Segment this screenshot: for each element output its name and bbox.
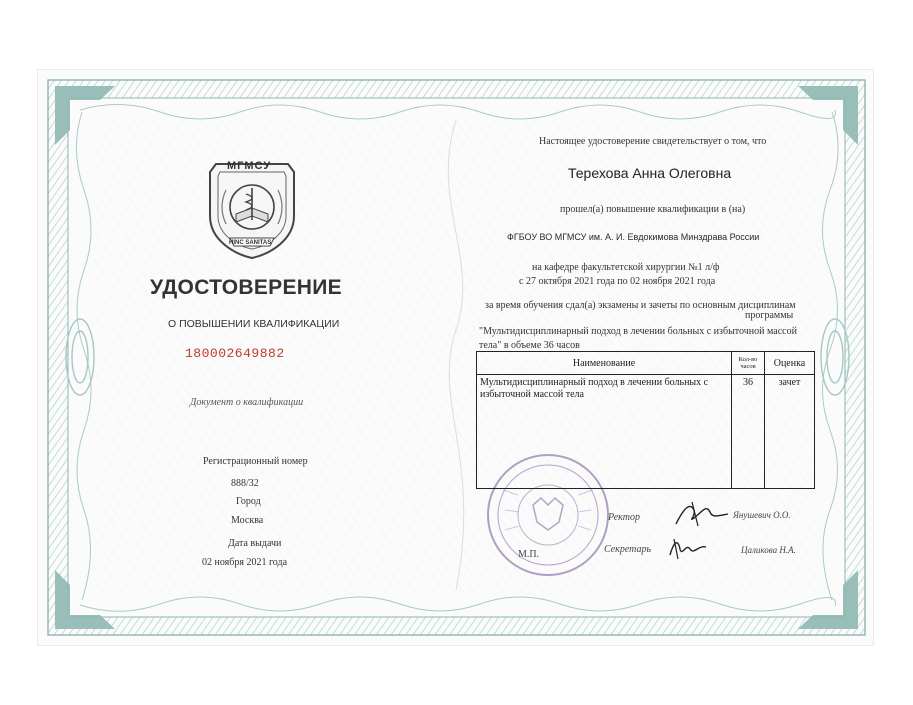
issue-date: 02 ноября 2021 года: [202, 557, 288, 568]
secretary-label: Секретарь: [604, 544, 652, 555]
holder-name: Терехова Анна Олеговна: [568, 165, 732, 181]
program-line-2: тела" в объеме 36 часов: [479, 340, 580, 351]
column-header-name: Наименование: [477, 352, 732, 375]
serial-number: 180002649882: [185, 346, 285, 361]
certificate-title: УДОСТОВЕРЕНИЕ: [150, 276, 342, 299]
emblem-bottom-text: HINC SANITAS: [229, 240, 272, 246]
exams-line-2: программы: [745, 310, 794, 321]
organization: ФГБОУ ВО МГМСУ им. А. И. Евдокимова Минздрава России: [507, 232, 760, 242]
rector-label: Ректор: [608, 512, 640, 523]
emblem-top-text: МГМСУ: [227, 160, 272, 172]
department: на кафедре факультетской хирургии №1 л/ф: [532, 262, 720, 273]
hours-cell: 36: [732, 375, 765, 489]
discipline-name-line-1: Мультидисциплинарный подход в лечении больных с: [480, 377, 709, 388]
intro-text: Настоящее удостоверение свидетельствует о том, что: [539, 136, 767, 147]
city-value: Москва: [231, 515, 264, 526]
grades-table: [476, 351, 815, 489]
hours-header-line-2: часов: [740, 363, 756, 370]
column-header-grade: Оценка: [765, 352, 815, 375]
secretary-name: Цаликова Н.А.: [741, 545, 796, 555]
table-header-row: [477, 352, 815, 375]
table-row: [477, 375, 815, 489]
column-header-hours: [732, 352, 765, 375]
rector-signature: [672, 498, 732, 530]
passed-text: прошел(а) повышение квалификации в (на): [560, 204, 746, 215]
grade-cell: зачет: [765, 375, 815, 489]
rector-name: Янушевич О.О.: [733, 510, 791, 520]
program-line-1: "Мультидисциплинарный подход в лечении больных с избыточной массой: [479, 326, 797, 337]
secretary-signature: [666, 535, 710, 561]
exams-line-1: за время обучения сдал(а) экзамены и зачеты по основным дисциплинам: [485, 300, 796, 311]
seal-label: М.П.: [518, 549, 540, 560]
registration-number: 888/32: [231, 478, 259, 489]
study-period: с 27 октября 2021 года по 02 ноября 2021 года: [519, 276, 716, 287]
discipline-name-cell: [477, 375, 732, 489]
certificate-subtitle: О ПОВЫШЕНИИ КВАЛИФИКАЦИИ: [168, 318, 340, 330]
registration-label: Регистрационный номер: [203, 456, 308, 467]
city-label: Город: [236, 496, 261, 507]
hours-header-line-1: Кол-во: [738, 356, 758, 363]
document-type: Документ о квалификации: [190, 397, 304, 408]
discipline-name-line-2: избыточной массой тела: [480, 389, 584, 400]
issue-date-label: Дата выдачи: [228, 538, 282, 549]
